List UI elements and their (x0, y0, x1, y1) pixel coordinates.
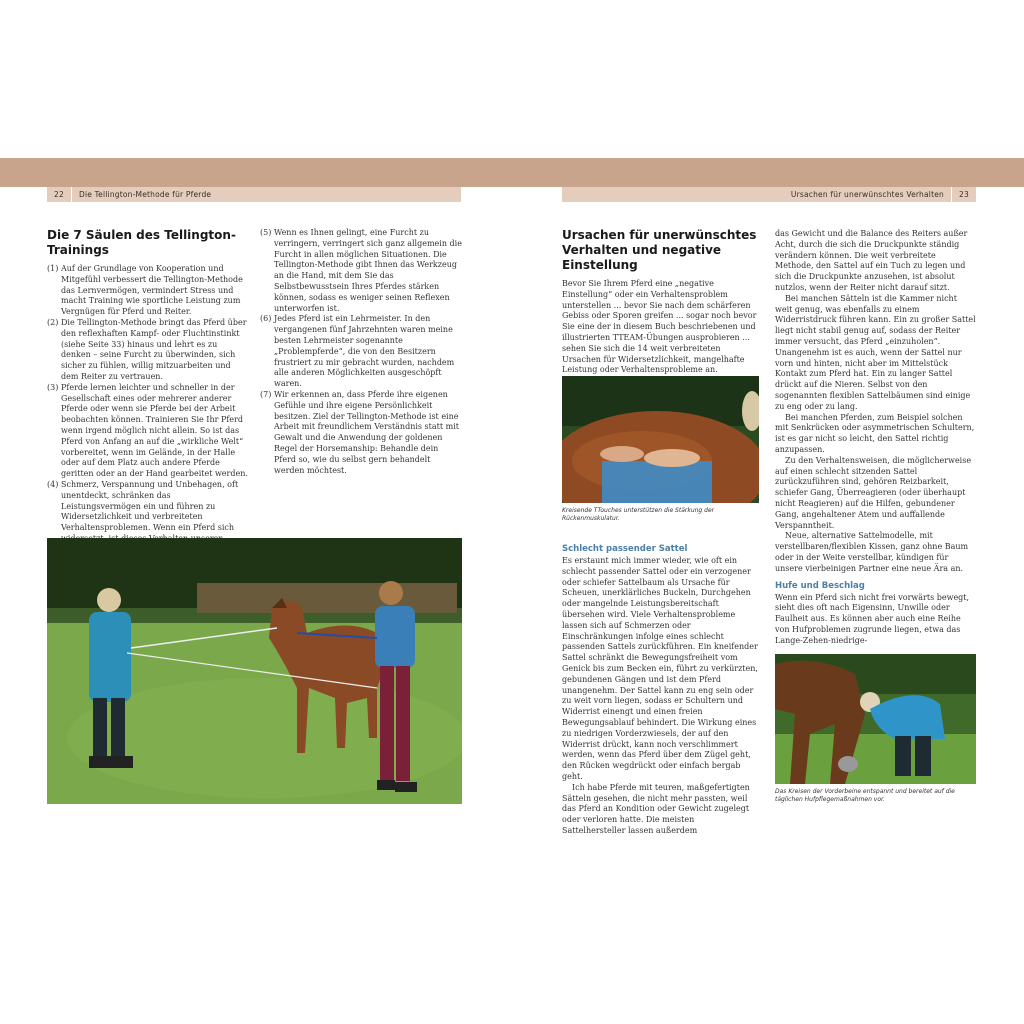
paragraph: das Gewicht und die Balance des Reiters außer Acht, durch die sich die Druckpunkte ständig verändern können. Die weit verbreitete Methode, den Sattel auf ein Tuch zu legen und sich die Druckpunkte anzusehen, ist absolut nutzlos, wenn der Reiter nicht darauf sitzt. (775, 229, 968, 292)
paragraph: Bei manchen Sätteln ist die Kammer nicht weit genug, was ebenfalls zu einem Widerristdruck führen kann. Ein zu großer Sattel liegt nicht stabil genug auf, sodass der Reiter immer versucht, das Pferd „einzuholen“. Unangenehm ist es auch, wenn der Sattel nur vorn und hinten, nicht aber im Mittelstück Kontakt zum Pferd hat. Ein zu langer Sattel drückt auf die Nieren. Selbst von den sogenannten flexiblen Sattelbäumen sind einige zu eng oder zu lang. (775, 293, 976, 411)
list-item: (1) Auf der Grundlage von Kooperation und Mitgefühl verbessert die Tellington-Methode das Lernvermögen, vermindert Stress und macht Training wie sportliche Leistung zum Vergnügen für Pferd und Reiter. (47, 264, 243, 317)
page-number-right: 23 (959, 190, 969, 199)
paragraph: Es erstaunt mich immer wieder, wie oft ein schlecht passender Sattel oder ein verzogener oder schiefer Sattelbaum als Ursache für Scheuen, unerklärliches Buckeln, Durchgehen oder mangelnde Leistungsbereitschaft übersehen wird. Viele Verhaltensprobleme lassen sich auf Schmerzen oder Einschränkungen infolge eines schlecht passenden Sattels zurückführen. Ein kneifender Sattel schränkt die Bewegungsfreiheit vom Genick bis zum Becken ein, führt zu verkürzten, gebundenen Gängen und ist dem Pferd unangenehm. Der Sattel kann zu eng sein oder zu weit vorn liegen, sodass er Schultern und Widerrist einengt und einen freien Bewegungsablauf behindert. Die Wirkung eines zu niedrigen Vorderzwiesels, der auf den Widerrist drückt, kann noch verschlimmert werden, wenn das Pferd über dem Zügel geht, den Rücken wegdrückt oder einfach bergab geht. (562, 556, 758, 781)
photo-caption: Kreisende TTouches unterstützen die Stärkung der Rückenmuskulatur. (562, 507, 715, 522)
photo-caption: Das Kreisen der Vorderbeine entspannt und bereitet auf die täglichen Hufpflegemaßnahmen vor. (775, 788, 955, 803)
list-item: (7) Wir erkennen an, dass Pferde ihre eigenen Gefühle und ihre eigene Persönlichkeit besitzen. Ziel der Tellington-Methode ist eine Arbeit mit freundlichem Verständnis statt mit Gewalt und die Anwendung der goldenen Regel der Horsemanship: Behandle dein Pferd so, wie du selbst gern behandelt werden möchtest. (260, 389, 459, 475)
left-column-2 (260, 228, 462, 476)
paragraph: Ich habe Pferde mit teuren, maßgefertigten Sätteln gesehen, die nicht mehr passten, weil das Pferd an Kondition oder Gewicht zugelegt oder verloren hatte. Die meisten Sattelhersteller lassen außerdem (562, 782, 750, 835)
list-item: (4) Schmerz, Verspannung und Unbehagen, oft unentdeckt, schränken das Leistungsvermögen ein und führen zu Widersetzlichkeit und verbreiteten Verhaltensproblemen. Wenn ein Pferd sich (47, 479, 239, 533)
right-column-1b (562, 538, 760, 837)
ttouch-photo (562, 376, 759, 503)
paragraph: Neue, alternative Sattelmodelle, mit verstellbaren/flexiblen Kissen, ganz ohne Baum oder in der Weite verstellbar, kündigen für unsere vierbeinigen Partner eine neue Ära an. (775, 531, 969, 573)
horse-training-photo (47, 538, 462, 804)
paragraph: Bei manchen Pferden, zum Beispiel solchen mit Senkrücken oder asymmetrischen Schultern, ist es gar nicht so leicht, den Sattel richtig anzupassen. (775, 412, 975, 454)
right-column-1 (562, 228, 760, 376)
left-column-1 (47, 228, 249, 588)
section-heading: Die 7 Säulen des Tellington-Trainings (47, 228, 236, 257)
running-title-right: Ursachen für unerwünschtes Verhalten (790, 190, 944, 199)
list-item: (6) Jedes Pferd ist ein Lehrmeister. In den vergangenen fünf Jahrzehnten waren meine besten Lehrmeister sogenannte „Problempferde“, die von den Besitzern frustriert zu mir gebracht wurden, nachdem alle anderen Möglichkeiten ausgeschöpft waren. (260, 314, 455, 389)
hoof-care-photo (775, 654, 976, 784)
list-item: (5) Wenn es Ihnen gelingt, eine Furcht zu verringern, verringert sich ganz allgemein die Furcht in allen möglichen Situationen. Die Tellington-Methode gibt Ihnen das Werkzeug an die Hand, mit dem Sie das Selbstbewusstsein Ihres Pferdes stärken können, sodass es weniger seinen Reflexen unterworfen ist. (260, 228, 462, 313)
section-heading: Ursachen für unerwünschtes Verhalten und negative Einstellung (562, 228, 757, 272)
header-divider (71, 187, 72, 202)
running-header-left (47, 187, 461, 202)
subheading: Schlecht passender Sattel (562, 544, 688, 554)
running-header-right (562, 187, 976, 202)
paragraph: Wenn ein Pferd sich nicht frei vorwärts bewegt, sieht dies oft nach Eigensinn, Unwille oder Faulheit aus. Es können aber auch eine Reihe von Hufproblemen zugrunde liegen, etwa das Lange-Zehen-niedrige- (775, 592, 970, 645)
right-column-2 (775, 229, 976, 646)
intro-paragraph: Bevor Sie Ihrem Pferd eine „negative Einstellung“ oder ein Verhaltensproblem unterstellen ... bevor Sie nach dem schärferen Gebiss oder Sporen greifen ... sogar noch bevor Sie eine der in diesem Buch beschriebenen und illustrierten TTEAM-Übungen ausprobieren ... sehen Sie sich die 14 weit verbreiteten Ursachen für Widersetzlichkeit, mangelhafte Leistung oder Verhaltensprobleme an. (562, 279, 757, 375)
paragraph: Zu den Verhaltensweisen, die möglicherweise auf einen schlecht sitzenden Sattel zurückzuführen sind, gehören Reizbarkeit, schiefer Gang, Überreagieren (oder überhaupt nicht Reagieren) auf die Hilfen, gebundener Gang, angehaltener Atem und auffallende Verspanntheit. (775, 455, 972, 530)
header-band (0, 158, 1024, 187)
list-item: (2) Die Tellington-Methode bringt das Pferd über den reflexhaften Kampf- oder Fluchtinstinkt (siehe Seite 33) hinaus und lehrt es zu denken – seine Furcht zu überwinden, sich sicher zu fühlen, willig mitzuarbeiten und dem Reiter zu vertrauen. (47, 317, 247, 381)
running-title-left: Die Tellington-Methode für Pferde (79, 190, 212, 199)
list-item: (3) Pferde lernen leichter und schneller in der Gesellschaft eines oder mehrerer anderer Pferde oder wenn sie Pferde bei der Arbeit beobachten können. Trainieren Sie Ihr Pferd wenn irgend möglich nicht allein. So ist das Pferd von Anfang an auf die „wirkliche Welt“ vorbereitet, wenn im Gelände, in der Halle oder auf dem Platz auch andere Pferde geritten oder an der Hand gearbeitet werden. (47, 382, 248, 479)
subheading: Hufe und Beschlag (775, 580, 865, 591)
page-number-left: 22 (54, 190, 64, 199)
